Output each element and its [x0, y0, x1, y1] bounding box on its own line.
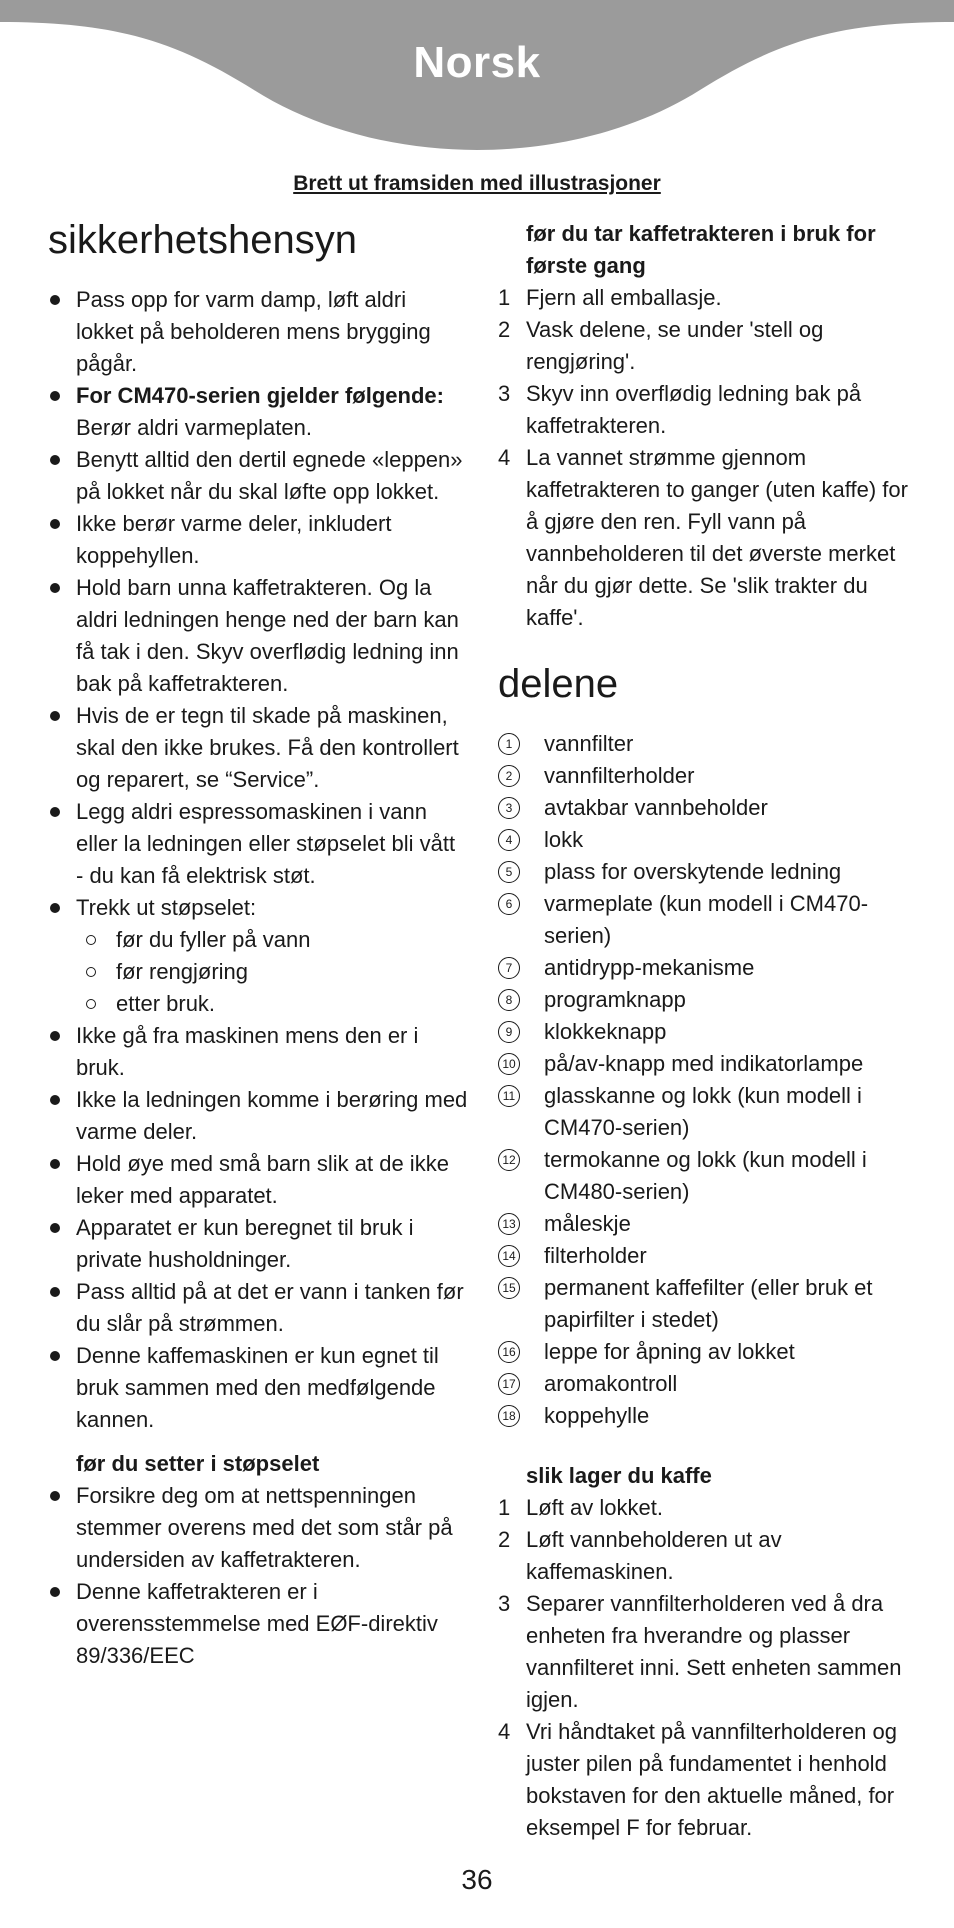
make-coffee-steps [498, 1492, 908, 1844]
part-number-badge: 12 [498, 1149, 520, 1171]
safety-list-continued [48, 1020, 468, 1436]
part-item [498, 1048, 908, 1080]
part-item [498, 760, 908, 792]
part-number-badge: 18 [498, 1405, 520, 1427]
part-item [498, 1336, 908, 1368]
list-item: Denne kaffetrakteren er i overensstemmelse med EØF-direktiv 89/336/EEC [48, 1576, 468, 1672]
part-label: filterholder [544, 1243, 647, 1268]
part-item [498, 728, 908, 760]
before-plug-list [48, 1480, 468, 1672]
first-use-heading: før du tar kaffetrakteren i bruk for første gang [526, 221, 876, 278]
part-number-badge: 8 [498, 989, 520, 1011]
list-item: Hvis de er tegn til skade på maskinen, skal den ikke brukes. Få den kontrollert og reparert, se “Service”. [48, 700, 468, 796]
part-item [498, 824, 908, 856]
part-label: måleskje [544, 1211, 631, 1236]
fold-out-note: Brett ut framsiden med illustrasjoner [293, 172, 661, 195]
part-label: termokanne og lokk (kun modell i CM480-serien) [544, 1147, 867, 1204]
list-item: Legg aldri espressomaskinen i vann eller la ledningen eller støpselet bli vått - du kan få elektrisk støt. [48, 796, 468, 892]
part-item [498, 1400, 908, 1432]
part-label: antidrypp-mekanisme [544, 955, 755, 980]
part-label: klokkeknapp [544, 1019, 667, 1044]
part-label: på/av-knapp med indikatorlampe [544, 1051, 864, 1076]
part-number-badge: 17 [498, 1373, 520, 1395]
step-item: 2 Vask delene, se under 'stell og rengjøring'. [498, 317, 824, 374]
before-plug-heading: før du setter i støpselet [76, 1451, 320, 1476]
list-item: Pass alltid på at det er vann i tanken før du slår på strømmen. [48, 1276, 468, 1340]
page-number: 36 [461, 1864, 493, 1895]
part-label: leppe for åpning av lokket [544, 1339, 795, 1364]
sub-list-item: før rengjøring [84, 956, 468, 988]
part-number-badge: 15 [498, 1277, 520, 1299]
part-number-badge: 2 [498, 765, 520, 787]
list-item: Pass opp for varm damp, løft aldri lokket på beholderen mens brygging pågår. [48, 284, 468, 380]
unplug-sublist [48, 924, 468, 1020]
part-item [498, 1272, 908, 1336]
part-item [498, 1368, 908, 1400]
part-label: vannfilterholder [544, 763, 695, 788]
step-item: 4 La vannet strømme gjennom kaffetrakteren to ganger (uten kaffe) for å gjøre den ren. Fyll vann på vannbeholderen til det øverste merket når du gjør dette. Se 'slik trakter du kaffe'. [498, 445, 908, 630]
right-column [498, 218, 908, 1844]
part-item [498, 792, 908, 824]
part-item [498, 1144, 908, 1208]
part-label: glasskanne og lokk (kun modell i CM470-serien) [544, 1083, 862, 1140]
part-number-badge: 3 [498, 797, 520, 819]
list-item: Hold barn unna kaffetrakteren. Og la aldri ledningen henge ned der barn kan få tak i den. Skyv overflødig ledning inn bak på kaffetrakteren. [48, 572, 468, 700]
page-header [0, 0, 954, 160]
step-item: 3 Skyv inn overflødig ledning bak på kaffetrakteren. [498, 381, 862, 438]
part-label: programknapp [544, 987, 686, 1012]
sub-list-item: etter bruk. [84, 988, 468, 1020]
left-column [48, 218, 468, 1672]
list-item: Apparatet er kun beregnet til bruk i private husholdninger. [48, 1212, 468, 1276]
list-item: Ikke gå fra maskinen mens den er i bruk. [48, 1020, 468, 1084]
parts-heading: delene [498, 662, 619, 706]
part-item [498, 856, 908, 888]
list-item: Trekk ut støpselet: [48, 892, 468, 924]
part-label: varmeplate (kun modell i CM470-serien) [544, 891, 869, 948]
part-number-badge: 1 [498, 733, 520, 755]
sub-list-item: før du fyller på vann [84, 924, 468, 956]
list-item: Forsikre deg om at nettspenningen stemmer overens med det som står på undersiden av kaffetrakteren. [48, 1480, 468, 1576]
step-item: 2 Løft vannbeholderen ut av kaffemaskinen. [498, 1527, 782, 1584]
part-item [498, 1240, 908, 1272]
language-title: Norsk [413, 38, 541, 87]
part-item [498, 952, 908, 984]
part-number-badge: 4 [498, 829, 520, 851]
part-number-badge: 9 [498, 1021, 520, 1043]
part-label: lokk [544, 827, 584, 852]
part-number-badge: 6 [498, 893, 520, 915]
safety-list [48, 284, 468, 924]
list-item: Ikke berør varme deler, inkludert koppehyllen. [48, 508, 468, 572]
part-label: avtakbar vannbeholder [544, 795, 768, 820]
parts-list [498, 728, 908, 1432]
part-number-badge: 16 [498, 1341, 520, 1363]
part-label: permanent kaffefilter (eller bruk et papirfilter i stedet) [544, 1275, 873, 1332]
part-number-badge: 5 [498, 861, 520, 883]
part-item [498, 888, 908, 952]
safety-heading: sikkerhetshensyn [48, 218, 358, 262]
list-item: Ikke la ledningen komme i berøring med varme deler. [48, 1084, 468, 1148]
part-label: plass for overskytende ledning [544, 859, 842, 884]
part-number-badge: 13 [498, 1213, 520, 1235]
list-item: For CM470-serien gjelder følgende: Berør aldri varmeplaten. [48, 380, 468, 444]
part-label: aromakontroll [544, 1371, 678, 1396]
part-item [498, 1016, 908, 1048]
part-item [498, 984, 908, 1016]
part-label: vannfilter [544, 731, 634, 756]
part-number-badge: 7 [498, 957, 520, 979]
step-item: 4 Vri håndtaket på vannfilterholderen og juster pilen på fundamentet i henhold bokstaven for den aktuelle måned, for eksempel F for februar. [498, 1719, 897, 1840]
part-item [498, 1208, 908, 1240]
step-item: 3 Separer vannfilterholderen ved å dra enheten fra hverandre og plasser vannfilteret inni. Sett enheten sammen igjen. [498, 1591, 902, 1712]
list-item: Hold øye med små barn slik at de ikke leker med apparatet. [48, 1148, 468, 1212]
list-item: Denne kaffemaskinen er kun egnet til bruk sammen med den medfølgende kannen. [48, 1340, 468, 1436]
part-number-badge: 10 [498, 1053, 520, 1075]
part-label: koppehylle [544, 1403, 650, 1428]
step-item: 1 Fjern all emballasje. [498, 285, 722, 310]
first-use-steps [498, 282, 908, 634]
part-number-badge: 14 [498, 1245, 520, 1267]
step-item: 1 Løft av lokket. [498, 1495, 663, 1520]
part-number-badge: 11 [498, 1085, 520, 1107]
make-coffee-heading: slik lager du kaffe [526, 1463, 712, 1488]
list-item: Benytt alltid den dertil egnede «leppen» på lokket når du skal løfte opp lokket. [48, 444, 468, 508]
part-item [498, 1080, 908, 1144]
